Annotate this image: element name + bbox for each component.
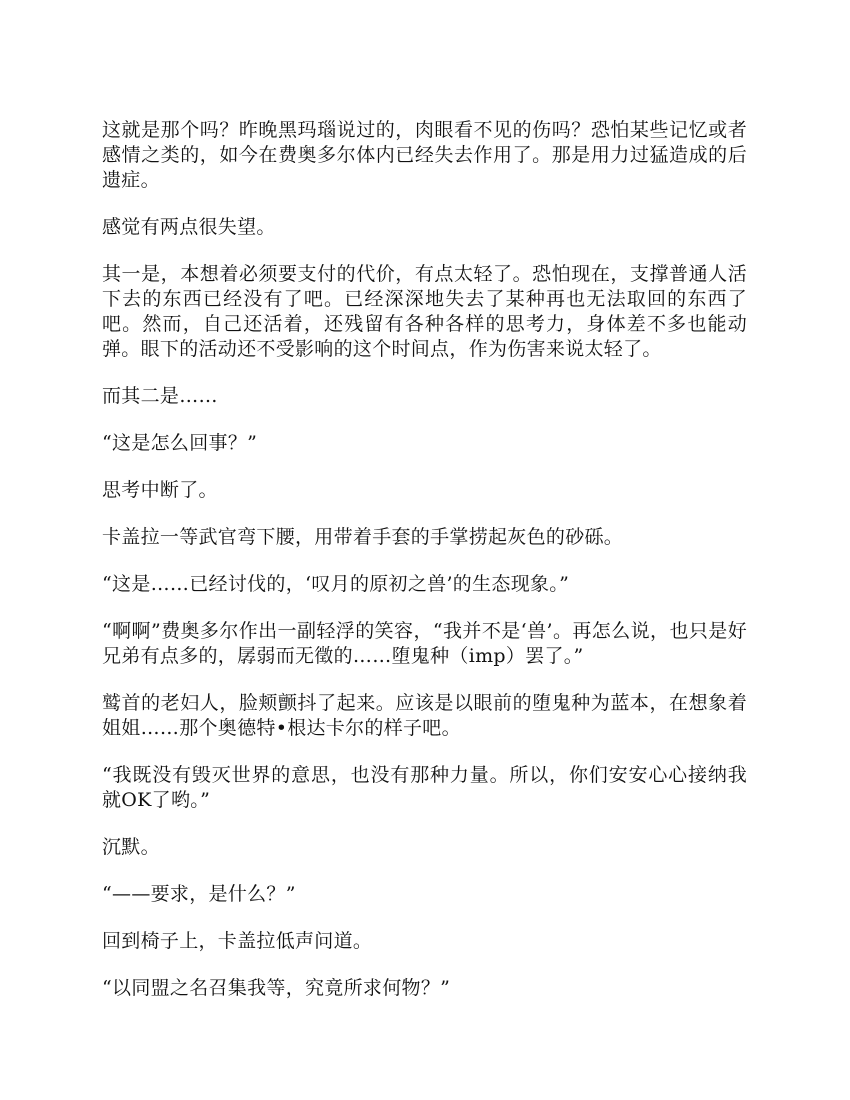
dialogue-line: “——要求，是什么？” [102, 883, 296, 905]
dialogue-line: “以同盟之名召集我等，究竟所求何物？” [102, 977, 451, 999]
dialogue-line: “这是怎么回事？” [102, 432, 258, 454]
document-page [102, 118, 747, 1023]
paragraph: 这就是那个吗？昨晚黑玛瑙说过的，肉眼看不见的伤吗？恐怕某些记忆或者感情之类的，如今在费奥多尔体内已经失去作用了。那是用力过猛造成的后遗症。 [102, 119, 747, 191]
dialogue-line: “啊啊”费奥多尔作出一副轻浮的笑容，“我并不是‘兽’。再怎么说，也只是好兄弟有点多的，孱弱而无徵的……堕鬼种（imp）罢了。” [102, 620, 747, 667]
paragraph: 鹫首的老妇人，脸颊颤抖了起来。应该是以眼前的堕鬼种为蓝本，在想象着姐姐……那个奥德特•根达卡尔的样子吧。 [102, 692, 747, 739]
paragraph: 其一是，本想着必须要支付的代价，有点太轻了。恐怕现在，支撑普通人活下去的东西已经没有了吧。已经深深地失去了某种再也无法取回的东西了吧。然而，自己还活着，还残留有各种各样的思考力，身体差不多也能动弹。眼下的活动还不受影响的这个时间点，作为伤害来说太轻了。 [102, 263, 747, 360]
paragraph: 感觉有两点很失望。 [102, 216, 276, 238]
paragraph: 卡盖拉一等武官弯下腰，用带着手套的手掌捞起灰色的砂砾。 [102, 526, 624, 548]
paragraph: 沉默。 [102, 836, 160, 858]
dialogue-line: “这是……已经讨伐的，‘叹月的原初之兽’的生态现象。” [102, 573, 570, 595]
paragraph: 思考中断了。 [102, 479, 218, 501]
paragraph: 而其二是…… [102, 385, 218, 407]
dialogue-line: “我既没有毁灭世界的意思，也没有那种力量。所以，你们安安心心接纳我就OK了哟。” [102, 764, 747, 811]
paragraph: 回到椅子上，卡盖拉低声问道。 [102, 930, 373, 952]
